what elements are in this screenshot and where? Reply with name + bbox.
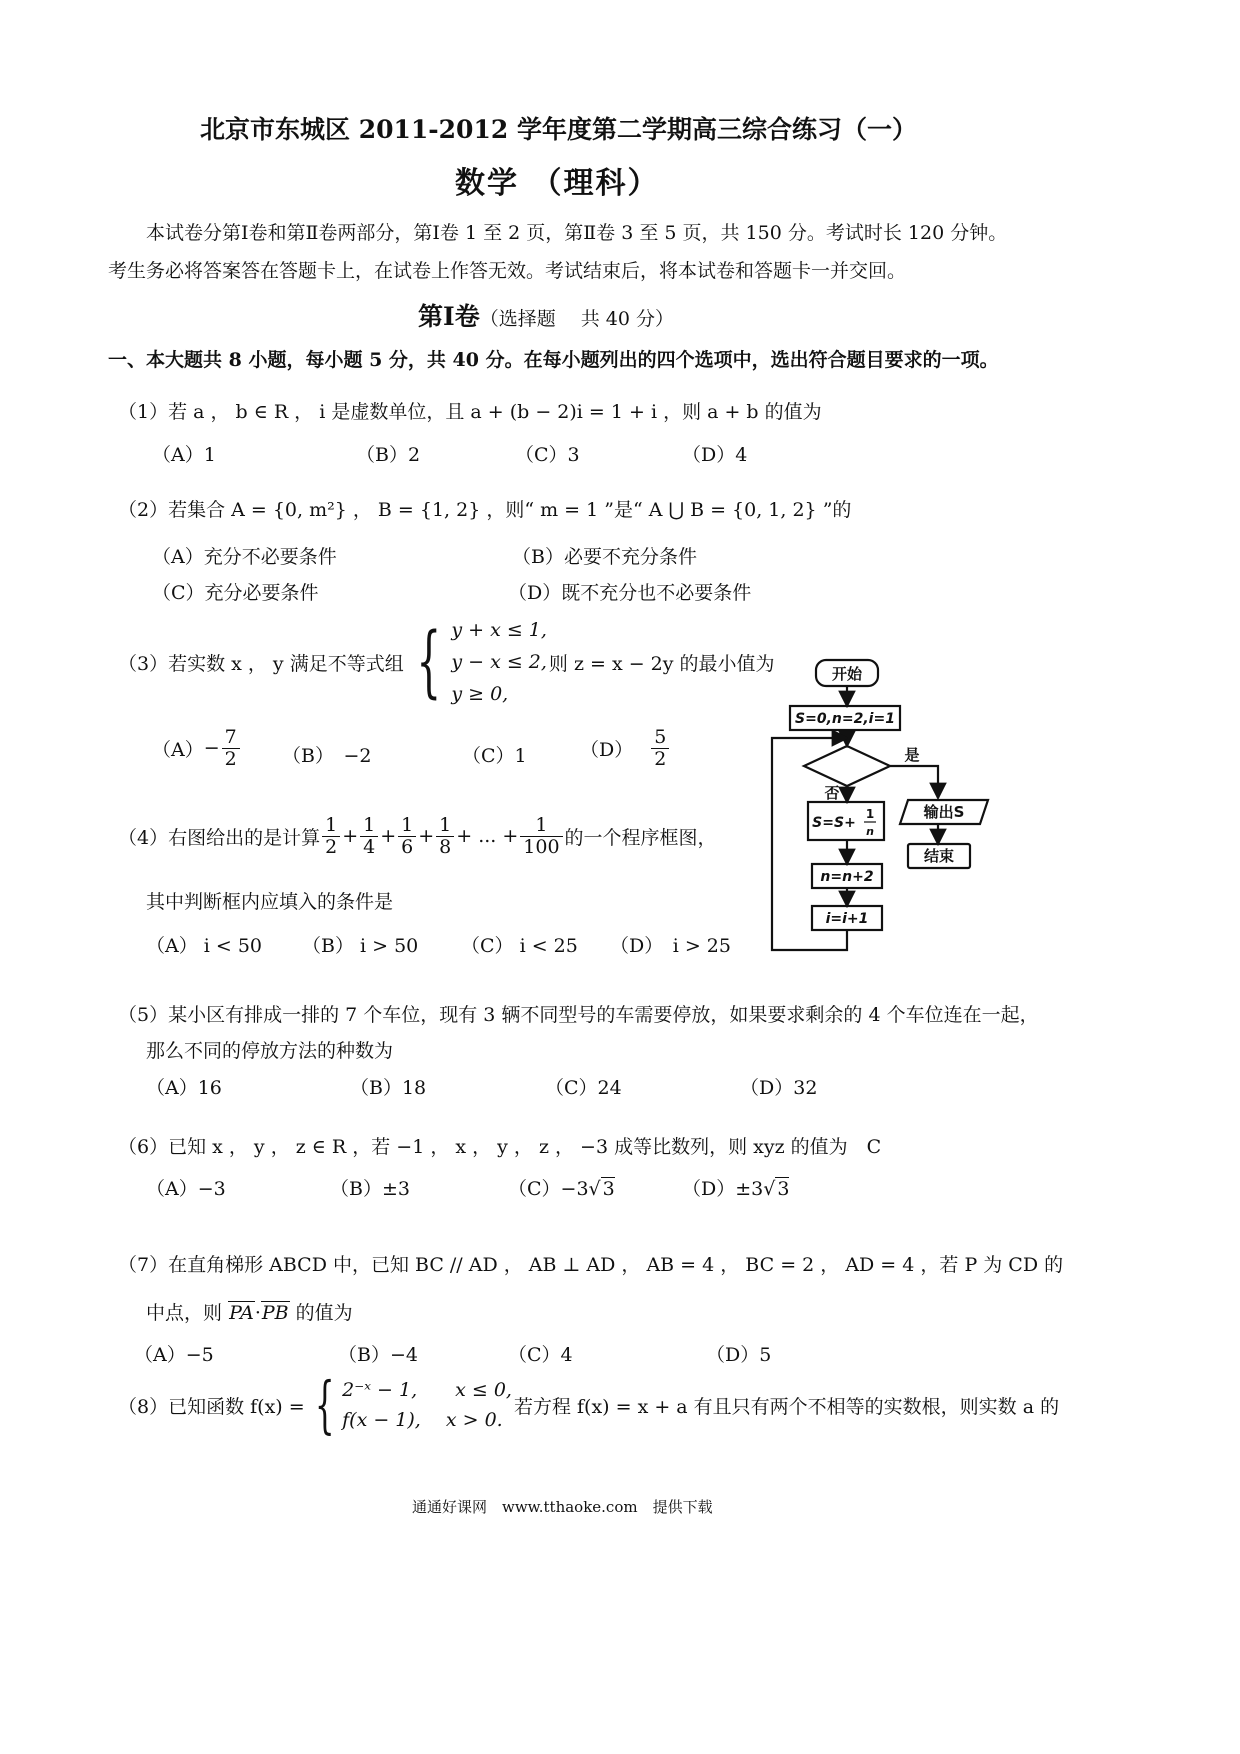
question-4-line-2: 其中判断框内应填入的条件是: [146, 891, 394, 913]
program-flowchart: [760, 650, 1000, 960]
exam-subtitle: 数学 （理科）: [455, 166, 660, 201]
flow-update-s-label: S=S+: [812, 815, 856, 831]
question-6-option-d: （D）±3√ 3: [682, 1178, 790, 1200]
question-5-option-d: （D）32: [740, 1077, 818, 1099]
question-4-option-d: （D） i > 25: [610, 935, 731, 957]
question-3-ineq-2: y − x ≤ 2,: [451, 651, 547, 673]
question-6-option-c: （C）−3√ 3: [508, 1178, 615, 1200]
section-heading-title: 第Ⅰ卷: [418, 302, 480, 331]
flow-start-label: 开始: [831, 665, 863, 683]
question-3-stem: [118, 614, 775, 710]
flow-end-label: 结束: [923, 847, 955, 865]
left-brace-icon: {: [416, 617, 441, 707]
section-heading: [418, 297, 674, 333]
left-brace-icon: {: [314, 1368, 335, 1441]
flow-init-label: S=0,n=2,i=1: [795, 711, 895, 727]
question-3-option-c: （C）1: [462, 745, 527, 767]
exam-title: 北京市东城区 2011-2012 学年度第二学期高三综合练习（一）: [200, 115, 917, 144]
flow-yes-label: 是: [904, 746, 920, 764]
question-6-option-b: （B）±3: [330, 1178, 410, 1200]
question-7-option-b: （B）−4: [338, 1344, 418, 1366]
question-1-option-a: （A）1: [152, 444, 216, 466]
question-2-stem: （2）若集合 A = {0, m²} ， B = {1, 2} ，则“ m = 1 ”是“ A ⋃ B = {0, 1, 2} ”的: [118, 499, 852, 521]
question-3-option-a: （A） − $\frac{7}{2}$: [152, 727, 242, 770]
question-2-option-a: （A）充分不必要条件: [152, 546, 337, 568]
question-8-case-1: 2⁻ˣ − 1, x ≤ 0,: [342, 1379, 512, 1401]
sqrt-icon: √: [588, 1178, 601, 1200]
intro-line-1: 本试卷分第Ⅰ卷和第Ⅱ卷两部分，第Ⅰ卷 1 至 2 页，第Ⅱ卷 3 至 5 页，共 150 分。考试时长 120 分钟。: [146, 222, 1008, 244]
question-3-stem-after: 则 z = x − 2y 的最小值为: [548, 652, 775, 675]
question-1-option-c: （C）3: [515, 444, 580, 466]
question-3-ineq-3: y ≥ 0,: [451, 683, 509, 705]
question-4-stem: （4）右图给出的是计算 $\frac{1}{2}$ + $\frac{1}{4}$ + $\frac{1}{6}$ + $\frac{1}{8}$ + ... + $\frac{1}{100}$ 的一个程序框图，: [118, 814, 717, 858]
flow-decision-diamond: [804, 746, 890, 786]
question-2-option-b: （B）必要不充分条件: [512, 546, 697, 568]
sqrt-icon: √: [763, 1178, 776, 1200]
page-footer: 通通好课网 www.tthaoke.com 提供下载: [412, 1498, 713, 1516]
question-5-option-b: （B）18: [350, 1077, 427, 1099]
question-4-option-a: （A） i < 50: [146, 935, 263, 957]
question-5-line-2: 那么不同的停放方法的种数为: [146, 1040, 394, 1062]
question-2-option-c: （C）充分必要条件: [152, 582, 319, 604]
question-3-option-d: （D） $\frac{5}{2}$: [580, 727, 671, 770]
question-5-option-a: （A）16: [146, 1077, 222, 1099]
question-3-ineq-1: y + x ≤ 1,: [451, 619, 547, 641]
question-3-option-b: （B） −2: [282, 745, 372, 767]
question-8-piecewise: [305, 1368, 512, 1441]
question-5-line-1: （5）某小区有排成一排的 7 个车位，现有 3 辆不同型号的车需要停放，如果要求剩余的 4 个车位连在一起，: [118, 1004, 1039, 1026]
question-7-line-1: （7）在直角梯形 ABCD 中，已知 BC // AD ， AB ⊥ AD ， AB = 4 ， BC = 2 ， AD = 4 ，若 P 为 CD 的: [118, 1254, 1064, 1276]
flow-update-i-label: i=i+1: [825, 911, 869, 927]
question-7-option-d: （D）5: [706, 1344, 772, 1366]
question-7-line-2: 中点，则 PA·PB 的值为: [146, 1302, 353, 1324]
flow-no-label: 否: [824, 784, 840, 802]
flow-update-n-label: n=n+2: [820, 869, 874, 885]
question-4-option-b: （B） i > 50: [302, 935, 419, 957]
intro-line-2: 考生务必将答案答在答题卡上，在试卷上作答无效。考试结束后，将本试卷和答题卡一并交回。: [108, 260, 907, 282]
question-2-option-d: （D）既不充分也不必要条件: [508, 582, 752, 604]
question-7-option-c: （C）4: [508, 1344, 573, 1366]
question-4-option-c: （C） i < 25: [461, 935, 578, 957]
flow-update-s-den: n: [866, 825, 874, 838]
flow-output-label: 输出S: [923, 803, 965, 821]
question-6-stem: （6）已知 x ， y ， z ∈ R ，若 −1 ， x ， y ， z ， −3 成等比数列，则 xyz 的值为 C: [118, 1136, 882, 1158]
question-8-stem-before: （8）已知函数 f(x) =: [118, 1395, 305, 1418]
section-instruction: 一、本大题共 8 小题，每小题 5 分，共 40 分。在每小题列出的四个选项中，选出符合题目要求的一项。: [108, 349, 999, 371]
question-5-option-c: （C）24: [545, 1077, 622, 1099]
flow-update-s-num: 1: [865, 807, 875, 821]
question-8-stem: [118, 1368, 1060, 1441]
question-1-option-d: （D）4: [682, 444, 748, 466]
section-heading-note: （选择题 共 40 分）: [479, 308, 674, 330]
vector-pb: PB: [261, 1302, 289, 1324]
vector-pa: PA: [229, 1302, 254, 1324]
question-8-case-2: f(x − 1), x > 0.: [342, 1409, 503, 1431]
question-1-stem: （1）若 a ， b ∈ R ， i 是虚数单位，且 a + (b − 2)i = 1 + i ，则 a + b 的值为: [118, 401, 822, 423]
question-1-option-b: （B）2: [356, 444, 421, 466]
question-8-stem-after: 若方程 f(x) = x + a 有且只有两个不相等的实数根，则实数 a 的: [513, 1395, 1060, 1418]
question-3-system: [404, 614, 547, 710]
question-6-option-a: （A）−3: [146, 1178, 226, 1200]
question-3-stem-before: （3）若实数 x ， y 满足不等式组: [118, 652, 404, 675]
question-7-option-a: （A）−5: [134, 1344, 214, 1366]
